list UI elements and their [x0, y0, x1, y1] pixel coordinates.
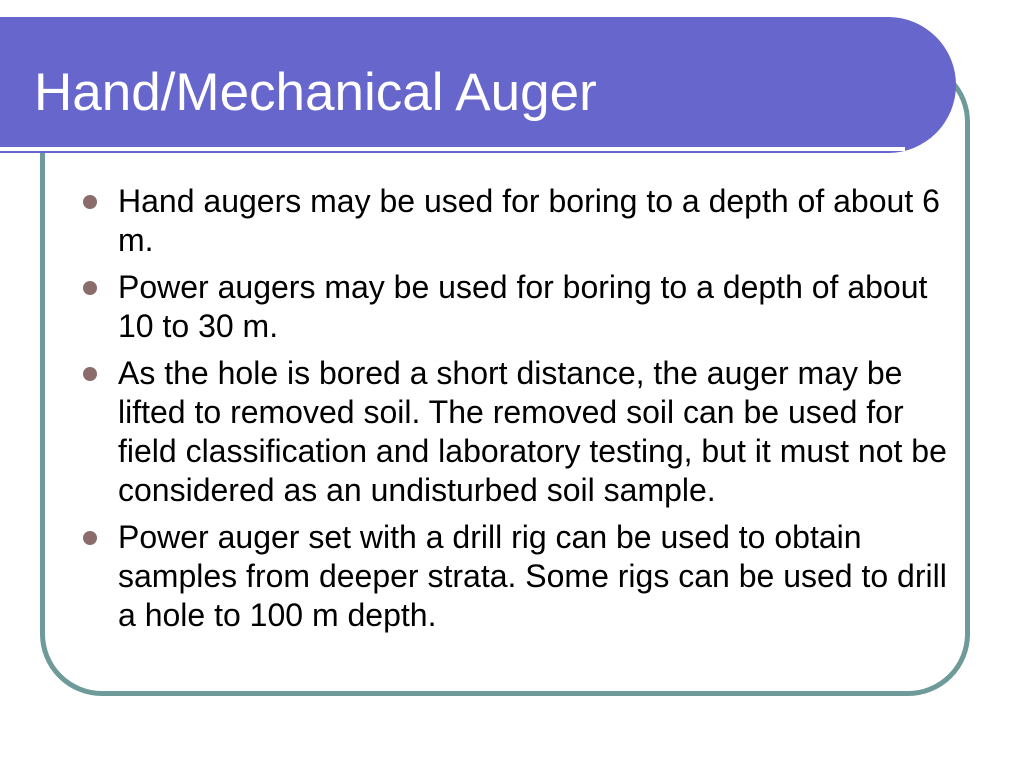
bullet-item	[80, 518, 950, 635]
title-underline	[0, 147, 905, 151]
bullet-item	[80, 268, 950, 346]
bullet-list	[80, 182, 950, 643]
slide-title: Hand/Mechanical Auger	[34, 63, 597, 122]
bullet-text: Power augers may be used for boring to a depth of about 10 to 30 m.	[118, 269, 928, 344]
bullet-dot-icon	[83, 531, 97, 545]
title-bar	[0, 17, 956, 153]
bullet-dot-icon	[83, 281, 97, 295]
bullet-dot-icon	[83, 367, 97, 381]
bullet-text: Hand augers may be used for boring to a depth of about 6 m.	[118, 183, 940, 258]
bullet-item	[80, 354, 950, 510]
bullet-dot-icon	[83, 195, 97, 209]
bullet-text: As the hole is bored a short distance, the auger may be lifted to removed soil. The removed soil can be used for field classification and laboratory testing, but it must not be considered as an undisturbed soil sample.	[118, 355, 947, 508]
bullet-item	[80, 182, 950, 260]
bullet-text: Power auger set with a drill rig can be used to obtain samples from deeper strata. Some rigs can be used to drill a hole to 100 m depth.	[118, 519, 947, 633]
